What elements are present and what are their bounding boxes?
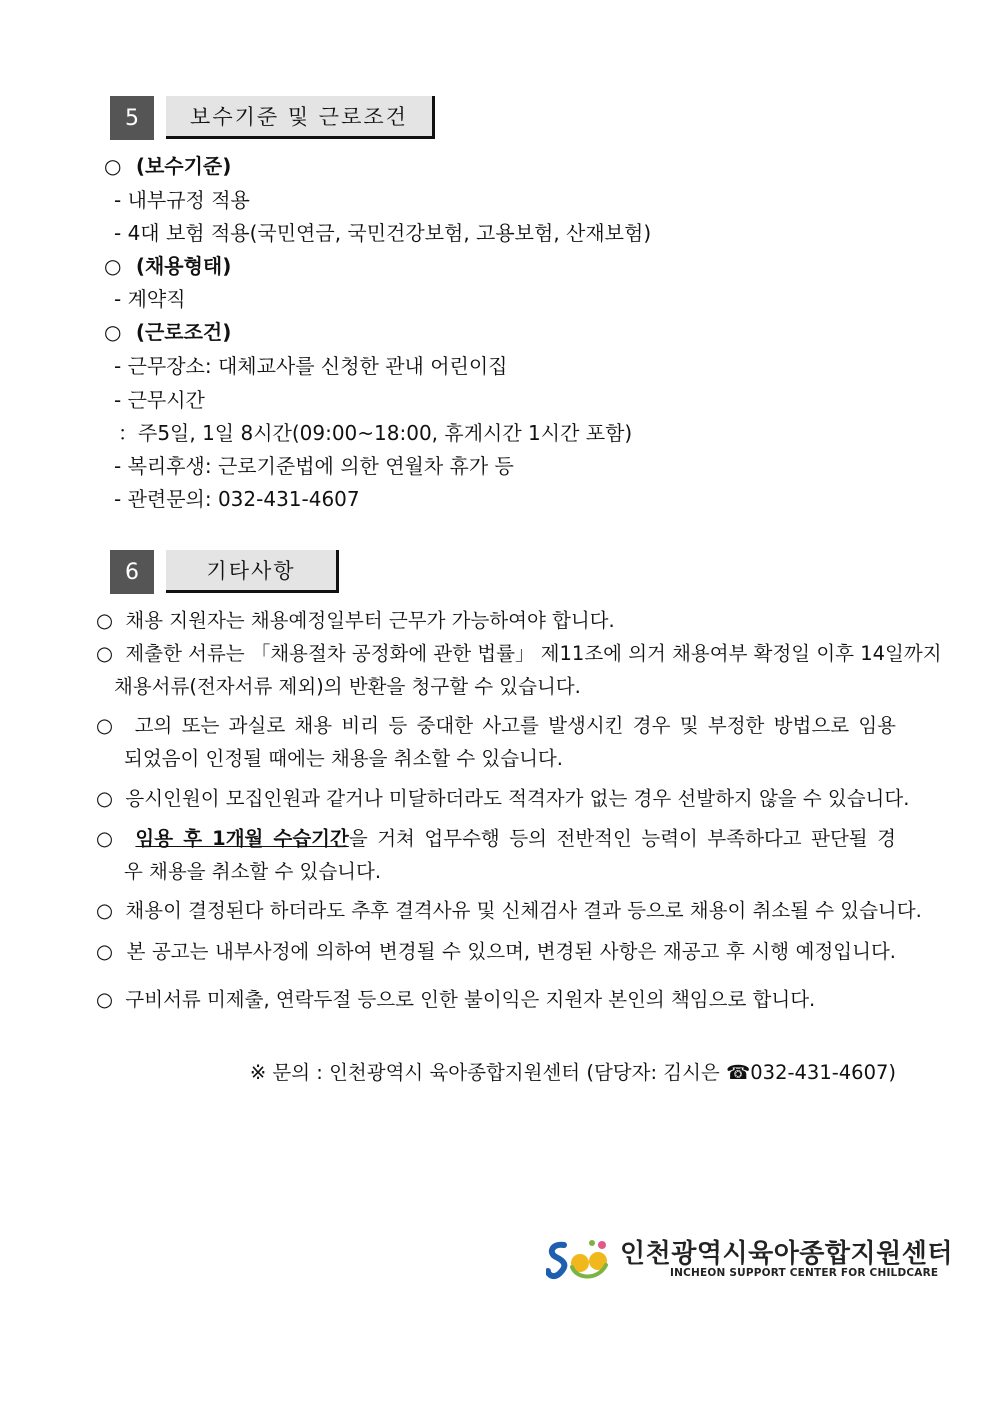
section-6-header [110, 550, 340, 594]
notice-text: 을 거쳐 업무수행 등의 전반적인 능력이 부족하다고 판단될 경 [348, 827, 896, 850]
logo-mark-icon [546, 1237, 612, 1283]
cond-item: - 근무시간 [114, 388, 205, 412]
section-6-title: 기타사항 [166, 550, 339, 593]
cond-item: ：주5일, 1일 8시간(09:00~18:00, 휴게시간 1시간 포함) [118, 421, 633, 445]
circle-bullet-icon: ○ [96, 609, 114, 632]
type-item: - 계약직 [114, 287, 186, 311]
section-6-number: 6 [110, 550, 154, 594]
notice-text: 본 공고는 내부사정에 의하여 변경될 수 있으며, 변경된 사항은 재공고 후 시행 예정입니다. [126, 940, 896, 963]
cond-heading-text: (근로조건) [135, 320, 232, 344]
section-5-header [110, 96, 440, 140]
circle-bullet-icon: ○ [96, 714, 117, 737]
logo-name-ko: 인천광역시육아종합지원센터 [620, 1239, 954, 1269]
circle-bullet-icon: ○ [96, 899, 114, 922]
cond-heading [104, 316, 231, 345]
notice-text: 고의 또는 과실로 채용 비리 등 중대한 사고를 발생시킨 경우 및 부정한 방법으로 임용 [134, 714, 897, 737]
phone-icon: ☎ [725, 1061, 751, 1084]
notice-item [96, 782, 910, 815]
notice-text: 응시인원이 모집인원과 같거나 미달하더라도 적격자가 없는 경우 선발하지 않을 수 있습니다. [125, 787, 910, 810]
circle-bullet-icon: ○ [104, 254, 122, 278]
circle-bullet-icon: ○ [96, 827, 117, 850]
cond-item: - 복리후생: 근로기준법에 의한 연월차 휴가 등 [114, 454, 514, 478]
notice-item [96, 983, 896, 1016]
circle-bullet-icon: ○ [96, 642, 114, 665]
notice-text: 구비서류 미제출, 연락두절 등으로 인한 불이익은 지원자 본인의 책임으로 합니다. [125, 988, 816, 1011]
notice-item [96, 604, 896, 637]
section-5-number: 5 [110, 96, 154, 140]
notice-text: 채용 지원자는 채용예정일부터 근무가 가능하여야 합니다. [125, 609, 615, 632]
notice-item [96, 935, 896, 968]
circle-bullet-icon: ○ [96, 787, 114, 810]
pay-item: - 내부규정 적용 [114, 188, 250, 212]
contact-line [250, 1057, 896, 1085]
circle-bullet-icon: ○ [104, 154, 122, 178]
notice-text: 채용서류(전자서류 제외)의 반환을 청구할 수 있습니다. [114, 675, 581, 698]
contact-prefix: ※ 문의 : 인천광역시 육아종합지원센터 (담당자: 김시은 [249, 1061, 726, 1084]
notice-text: 우 채용을 취소할 수 있습니다. [124, 860, 382, 883]
cond-item: - 근무장소: 대체교사를 신청한 관내 어린이집 [114, 354, 508, 378]
notice-item [96, 709, 896, 775]
pay-heading-text: (보수기준) [135, 154, 232, 178]
cond-item: - 관련문의: 032-431-4607 [114, 487, 360, 511]
type-heading-text: (채용형태) [135, 254, 232, 278]
circle-bullet-icon: ○ [96, 988, 114, 1011]
pay-heading [104, 150, 231, 179]
contact-phone: 032-431-4607) [750, 1061, 896, 1084]
pay-item: - 4대 보험 적용(국민연금, 국민건강보험, 고용보험, 산재보험) [114, 221, 652, 245]
circle-bullet-icon: ○ [96, 940, 114, 963]
logo-name-en: INCHEON SUPPORT CENTER FOR CHILDCARE [670, 1267, 939, 1279]
probation-emphasis: 임용 후 1개월 수습기간 [135, 827, 349, 850]
notice-item [96, 637, 942, 703]
notice-text: 제출한 서류는 「채용절차 공정화에 관한 법률」 제11조에 의거 채용여부 확정일 이후 14일까지 [125, 642, 942, 665]
circle-bullet-icon: ○ [104, 320, 122, 344]
notice-text: 되었음이 인정될 때에는 채용을 취소할 수 있습니다. [124, 747, 563, 770]
center-logo [546, 1237, 954, 1283]
notice-text: 채용이 결정된다 하더라도 추후 결격사유 및 신체검사 결과 등으로 채용이 취소될 수 있습니다. [125, 899, 922, 922]
section-5-title: 보수기준 및 근로조건 [166, 96, 435, 139]
notice-item [96, 894, 922, 927]
notice-item [96, 822, 896, 888]
type-heading [104, 250, 231, 279]
